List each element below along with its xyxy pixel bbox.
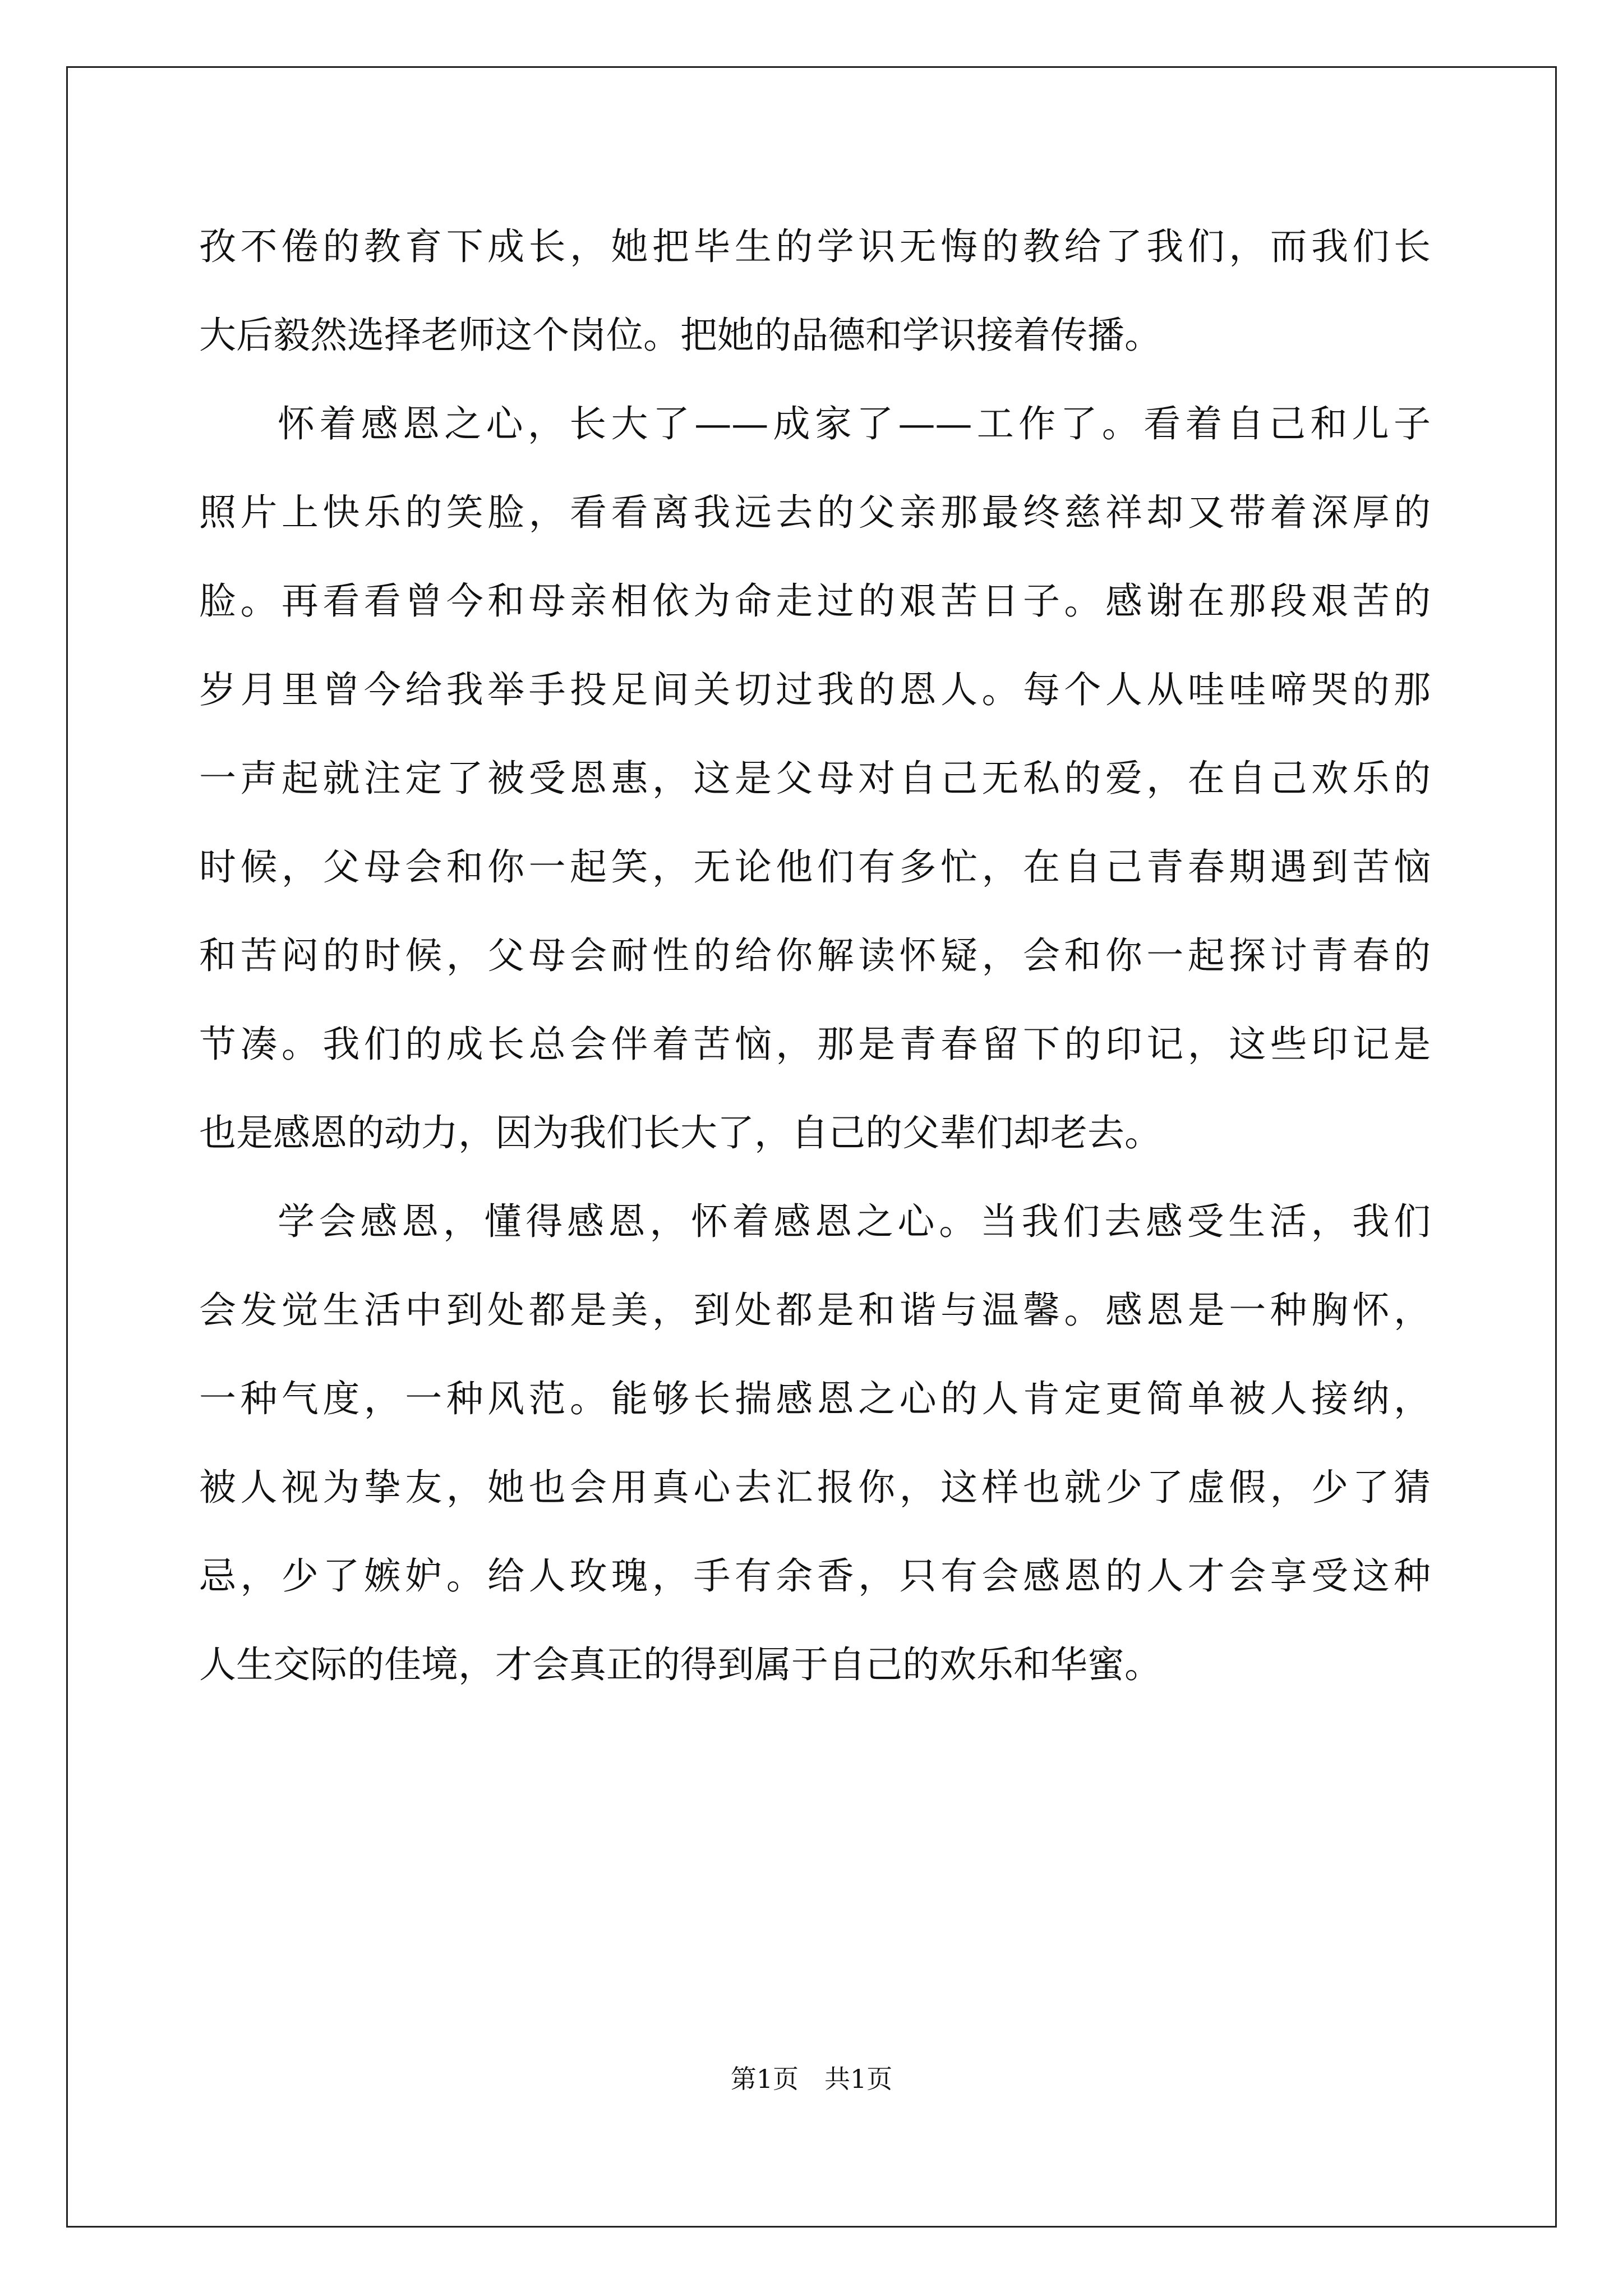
text-line: 脸。再看看曾今和母亲相依为命走过的艰苦日子。感谢在那段艰苦的 — [199, 579, 1431, 623]
text-line: 被人视为挚友，她也会用真心去汇报你，这样也就少了虚假，少了猜 — [199, 1466, 1431, 1509]
text-line: 一种气度，一种风范。能够长揣感恩之心的人肯定更简单被人接纳， — [199, 1377, 1431, 1420]
text-line: 怀着感恩之心，长大了——成家了——工作了。看着自己和儿子 — [278, 402, 1431, 445]
text-line: 时候，父母会和你一起笑，无论他们有多忙，在自己青春期遇到苦恼 — [199, 845, 1431, 889]
text-line: 和苦闷的时候，父母会耐性的给你解读怀疑，会和你一起探讨青春的 — [199, 934, 1431, 977]
text-line: 一声起就注定了被受恩惠，这是父母对自己无私的爱，在自己欢乐的 — [199, 757, 1431, 800]
document-body — [199, 222, 1431, 1728]
text-line: 会发觉生活中到处都是美，到处都是和谐与温馨。感恩是一种胸怀， — [199, 1289, 1431, 1332]
text-line: 大后毅然选择老师这个岗位。把她的品德和学识接着传播。 — [199, 314, 1161, 357]
text-line: 照片上快乐的笑脸，看看离我远去的父亲那最终慈祥却又带着深厚的 — [199, 491, 1431, 534]
text-line: 忌，少了嫉妒。给人玫瑰，手有余香，只有会感恩的人才会享受这种 — [199, 1554, 1431, 1598]
text-line: 节凑。我们的成长总会伴着苦恼，那是青春留下的印记，这些印记是 — [199, 1023, 1431, 1066]
text-line: 人生交际的佳境，才会真正的得到属于自己的欢乐和华蜜。 — [199, 1643, 1161, 1686]
text-line: 孜不倦的教育下成长，她把毕生的学识无悔的教给了我们，而我们长 — [199, 225, 1431, 268]
text-line: 也是感恩的动力，因为我们长大了，自己的父辈们却老去。 — [199, 1111, 1161, 1154]
text-line: 学会感恩，懂得感恩，怀着感恩之心。当我们去感受生活，我们 — [278, 1200, 1431, 1243]
text-line: 岁月里曾今给我举手投足间关切过我的恩人。每个人从哇哇啼哭的那 — [199, 668, 1431, 711]
page-number-footer: 第1页 共1页 — [730, 2064, 893, 2094]
